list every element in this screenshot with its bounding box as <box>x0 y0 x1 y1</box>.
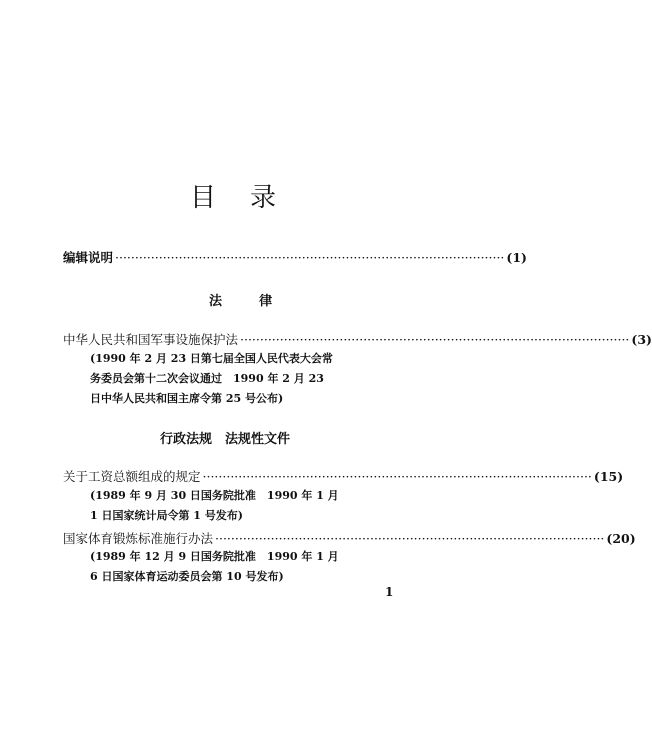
page-number: 1 <box>385 585 394 599</box>
toc-entry-label: 编辑说明 <box>63 250 114 265</box>
toc-entry-page: (1) <box>506 250 527 265</box>
section-heading-law <box>209 290 272 309</box>
toc-entry-note-line: 6 日国家体育运动委员会第 10 号发布) <box>90 570 284 583</box>
toc-entry-military-facilities-law[interactable] <box>63 330 652 348</box>
leader-dots: ·································································································· <box>240 332 630 347</box>
toc-entry-note-line: (1990 年 2 月 23 日第七届全国人民代表大会常 <box>90 352 333 365</box>
toc-entry-label: 中华人民共和国军事设施保护法 <box>63 332 239 347</box>
section-law-char-1: 法 <box>209 294 223 309</box>
title-char-2: 录 <box>250 183 277 213</box>
toc-entry-note-line: (1989 年 9 月 30 日国务院批准 1990 年 1 月 <box>90 489 339 502</box>
leader-dots: ·································································································· <box>215 531 605 546</box>
toc-entry-page: (3) <box>631 332 652 347</box>
section-heading-admin-regulations: 行政法规 法规性文件 <box>160 432 291 447</box>
toc-entry-wage-composition[interactable] <box>63 467 624 485</box>
toc-entry-note-line: 务委员会第十二次会议通过 1990 年 2 月 23 <box>90 372 324 385</box>
toc-entry-label: 国家体育锻炼标准施行办法 <box>63 531 214 546</box>
leader-dots: ·································································································· <box>202 469 592 484</box>
toc-entry-note-line: 1 日国家统计局令第 1 号发布) <box>90 509 244 522</box>
toc-entry-physical-training-standard[interactable] <box>63 529 636 547</box>
title-char-1: 目 <box>190 183 217 213</box>
toc-entry-page: (20) <box>606 531 636 546</box>
section-law-char-2: 律 <box>259 294 273 309</box>
toc-entry-page: (15) <box>593 469 624 484</box>
toc-entry-note-line: 日中华人民共和国主席令第 25 号公布) <box>90 392 284 405</box>
toc-entry-note-line: (1989 年 12 月 9 日国务院批准 1990 年 1 月 <box>90 550 339 563</box>
toc-entry-label: 关于工资总额组成的规定 <box>63 469 201 484</box>
leader-dots: ·································································································· <box>115 250 505 265</box>
toc-entry-editorial-note[interactable] <box>63 248 527 266</box>
